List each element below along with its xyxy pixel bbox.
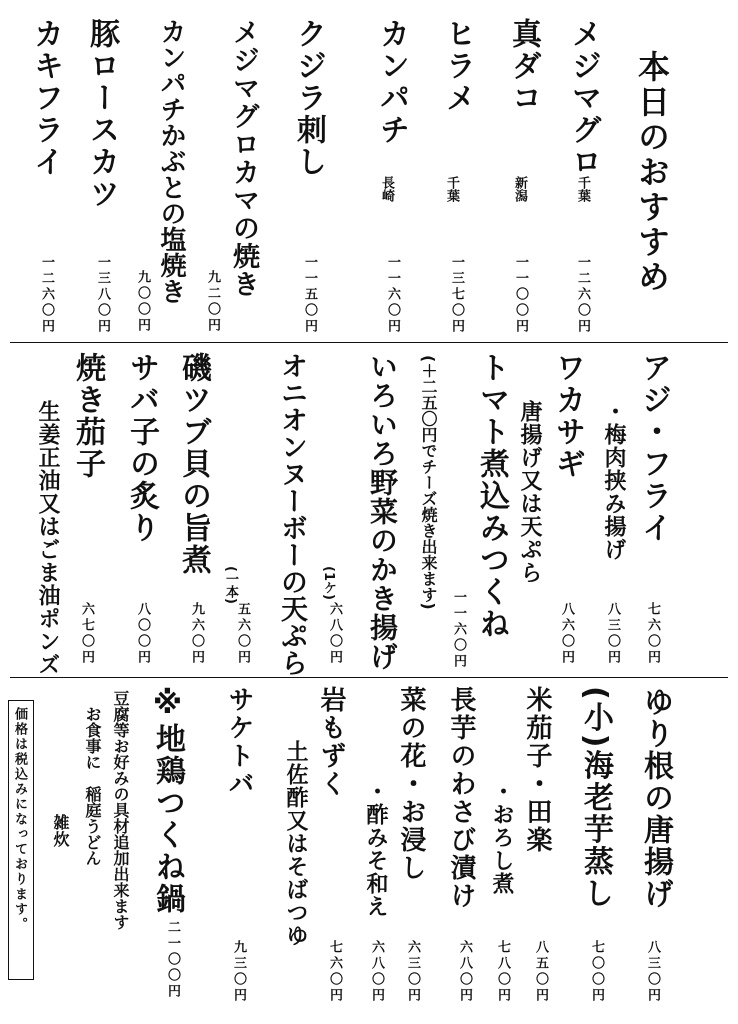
menu-item-price: 八三〇円 — [605, 602, 620, 666]
menu-item-name: メジマグロ — [566, 18, 601, 178]
menu-item-name: サバ子の炙り — [124, 352, 159, 544]
menu-item-price: 一一〇〇円 — [513, 255, 528, 335]
menu-item-name: カンパチ — [374, 18, 409, 146]
menu-item-price: 九六〇円 — [189, 602, 204, 666]
menu-item-price: 六八〇円 — [457, 940, 472, 1004]
menu-item-name: ヒラメ — [440, 18, 475, 114]
menu-item-price: 七六〇円 — [645, 602, 660, 666]
menu-item-name: 豚ロースカツ — [84, 18, 119, 210]
menu-item-name: ※地鶏つくね鍋 — [150, 686, 185, 915]
menu-item-name: 生姜正油又はごま油ポンズ — [35, 400, 60, 676]
menu-item-name: 唐揚げ又は天ぷら — [517, 400, 542, 584]
menu-item-price: 一一六〇円 — [385, 255, 400, 335]
menu-item-note: お食事に 稲庭うどん — [83, 706, 102, 866]
menu-item-price: 八六〇円 — [559, 602, 574, 666]
section-divider — [10, 677, 728, 678]
menu-item-price: 六八〇円 — [327, 602, 342, 666]
menu-item-name: 焼き茄子 — [70, 352, 105, 480]
menu-item-price: 五六〇円 — [235, 602, 250, 666]
menu-item-price: 一三七〇円 — [449, 255, 464, 335]
menu-item-name: クジラ刺し — [291, 18, 326, 178]
menu-item-note: (＋二五〇円でチーズ焼き出来ます) — [419, 355, 438, 610]
menu-item-name: 岩もずく — [316, 686, 346, 798]
menu-item-origin: 長崎 — [379, 176, 394, 202]
menu-item-price: 七〇〇円 — [589, 940, 604, 1004]
menu-item-price: 八五〇円 — [533, 940, 548, 1004]
menu-item-price: 七六〇円 — [327, 940, 342, 1004]
menu-item-price: 六三〇円 — [405, 940, 420, 1004]
menu-item-unit: (一本) — [223, 566, 238, 604]
section-divider — [10, 342, 728, 343]
menu-item-name: ・酢みそ和え — [363, 780, 388, 918]
menu-item-name: 米茄子・田楽 — [522, 686, 552, 854]
tax-note: 価格は税込みになっております。 — [12, 707, 27, 932]
menu-item-price: 六八〇円 — [369, 940, 384, 1004]
menu-item-unit: (1ケ) — [321, 566, 336, 600]
menu-item-name: (小)海老芋蒸し — [578, 686, 613, 910]
menu-item-price: 一三八〇円 — [95, 255, 110, 335]
menu-item-price: 七八〇円 — [495, 940, 510, 1004]
menu-item-name: ・梅肉挟み揚げ — [601, 400, 626, 561]
menu-item-price: 二一〇〇円 — [165, 920, 180, 1000]
menu-item-name: カキフライ — [28, 18, 63, 178]
menu-item-price: 一一五〇円 — [302, 255, 317, 335]
menu-item-name: 長芋のわさび漬け — [446, 686, 476, 910]
menu-item-name: いろいろ野菜のかき揚げ — [366, 352, 399, 671]
menu-item-name: ワカサギ — [550, 352, 585, 480]
tax-note-box — [8, 700, 34, 980]
menu-item-price: 九二〇円 — [205, 270, 220, 334]
menu-item-name: カンパチかぶとの塩焼き — [156, 18, 186, 304]
menu-item-name: アジ・フライ — [636, 352, 671, 544]
menu-item-price: 六七〇円 — [79, 602, 94, 666]
menu-item-name: メジマグロカマの焼き — [228, 18, 259, 298]
menu-item-name: ・おろし煮 — [489, 780, 514, 895]
menu-item-name: 土佐酢又はそばつゆ — [283, 740, 308, 947]
menu-item-price: 九〇〇円 — [135, 270, 150, 334]
menu-item-name: サケトバ — [224, 686, 254, 798]
section-title: 本日のおすすめ — [633, 50, 671, 295]
menu-item-price: 八三〇円 — [645, 940, 660, 1004]
menu-item-name: ゆり根の唐揚げ — [638, 686, 673, 910]
menu-item-name: 磯ツブ貝の旨煮 — [176, 352, 211, 576]
menu-item-note: 雑炊 — [51, 814, 70, 848]
menu-item-name: 真ダコ — [506, 18, 541, 114]
menu-item-origin: 千葉 — [575, 176, 590, 202]
menu-item-origin: 新潟 — [512, 176, 527, 202]
menu-item-price: 八〇〇円 — [135, 602, 150, 666]
menu-item-name: オニオンヌーボーの天ぷら — [276, 352, 307, 676]
menu-item-price: 九三〇円 — [231, 940, 246, 1004]
menu-item-note: 豆腐等お好みの具材追加出来ます — [111, 690, 130, 930]
menu-item-name: トマト煮込みつくね — [474, 352, 509, 640]
menu-item-origin: 千葉 — [444, 176, 459, 202]
menu-item-price: 一二六〇円 — [575, 255, 590, 335]
menu-item-name: 菜の花・お浸し — [396, 686, 426, 882]
menu-item-price: 一二六〇円 — [39, 255, 54, 335]
menu-item-price: 一一六〇円 — [451, 590, 466, 670]
